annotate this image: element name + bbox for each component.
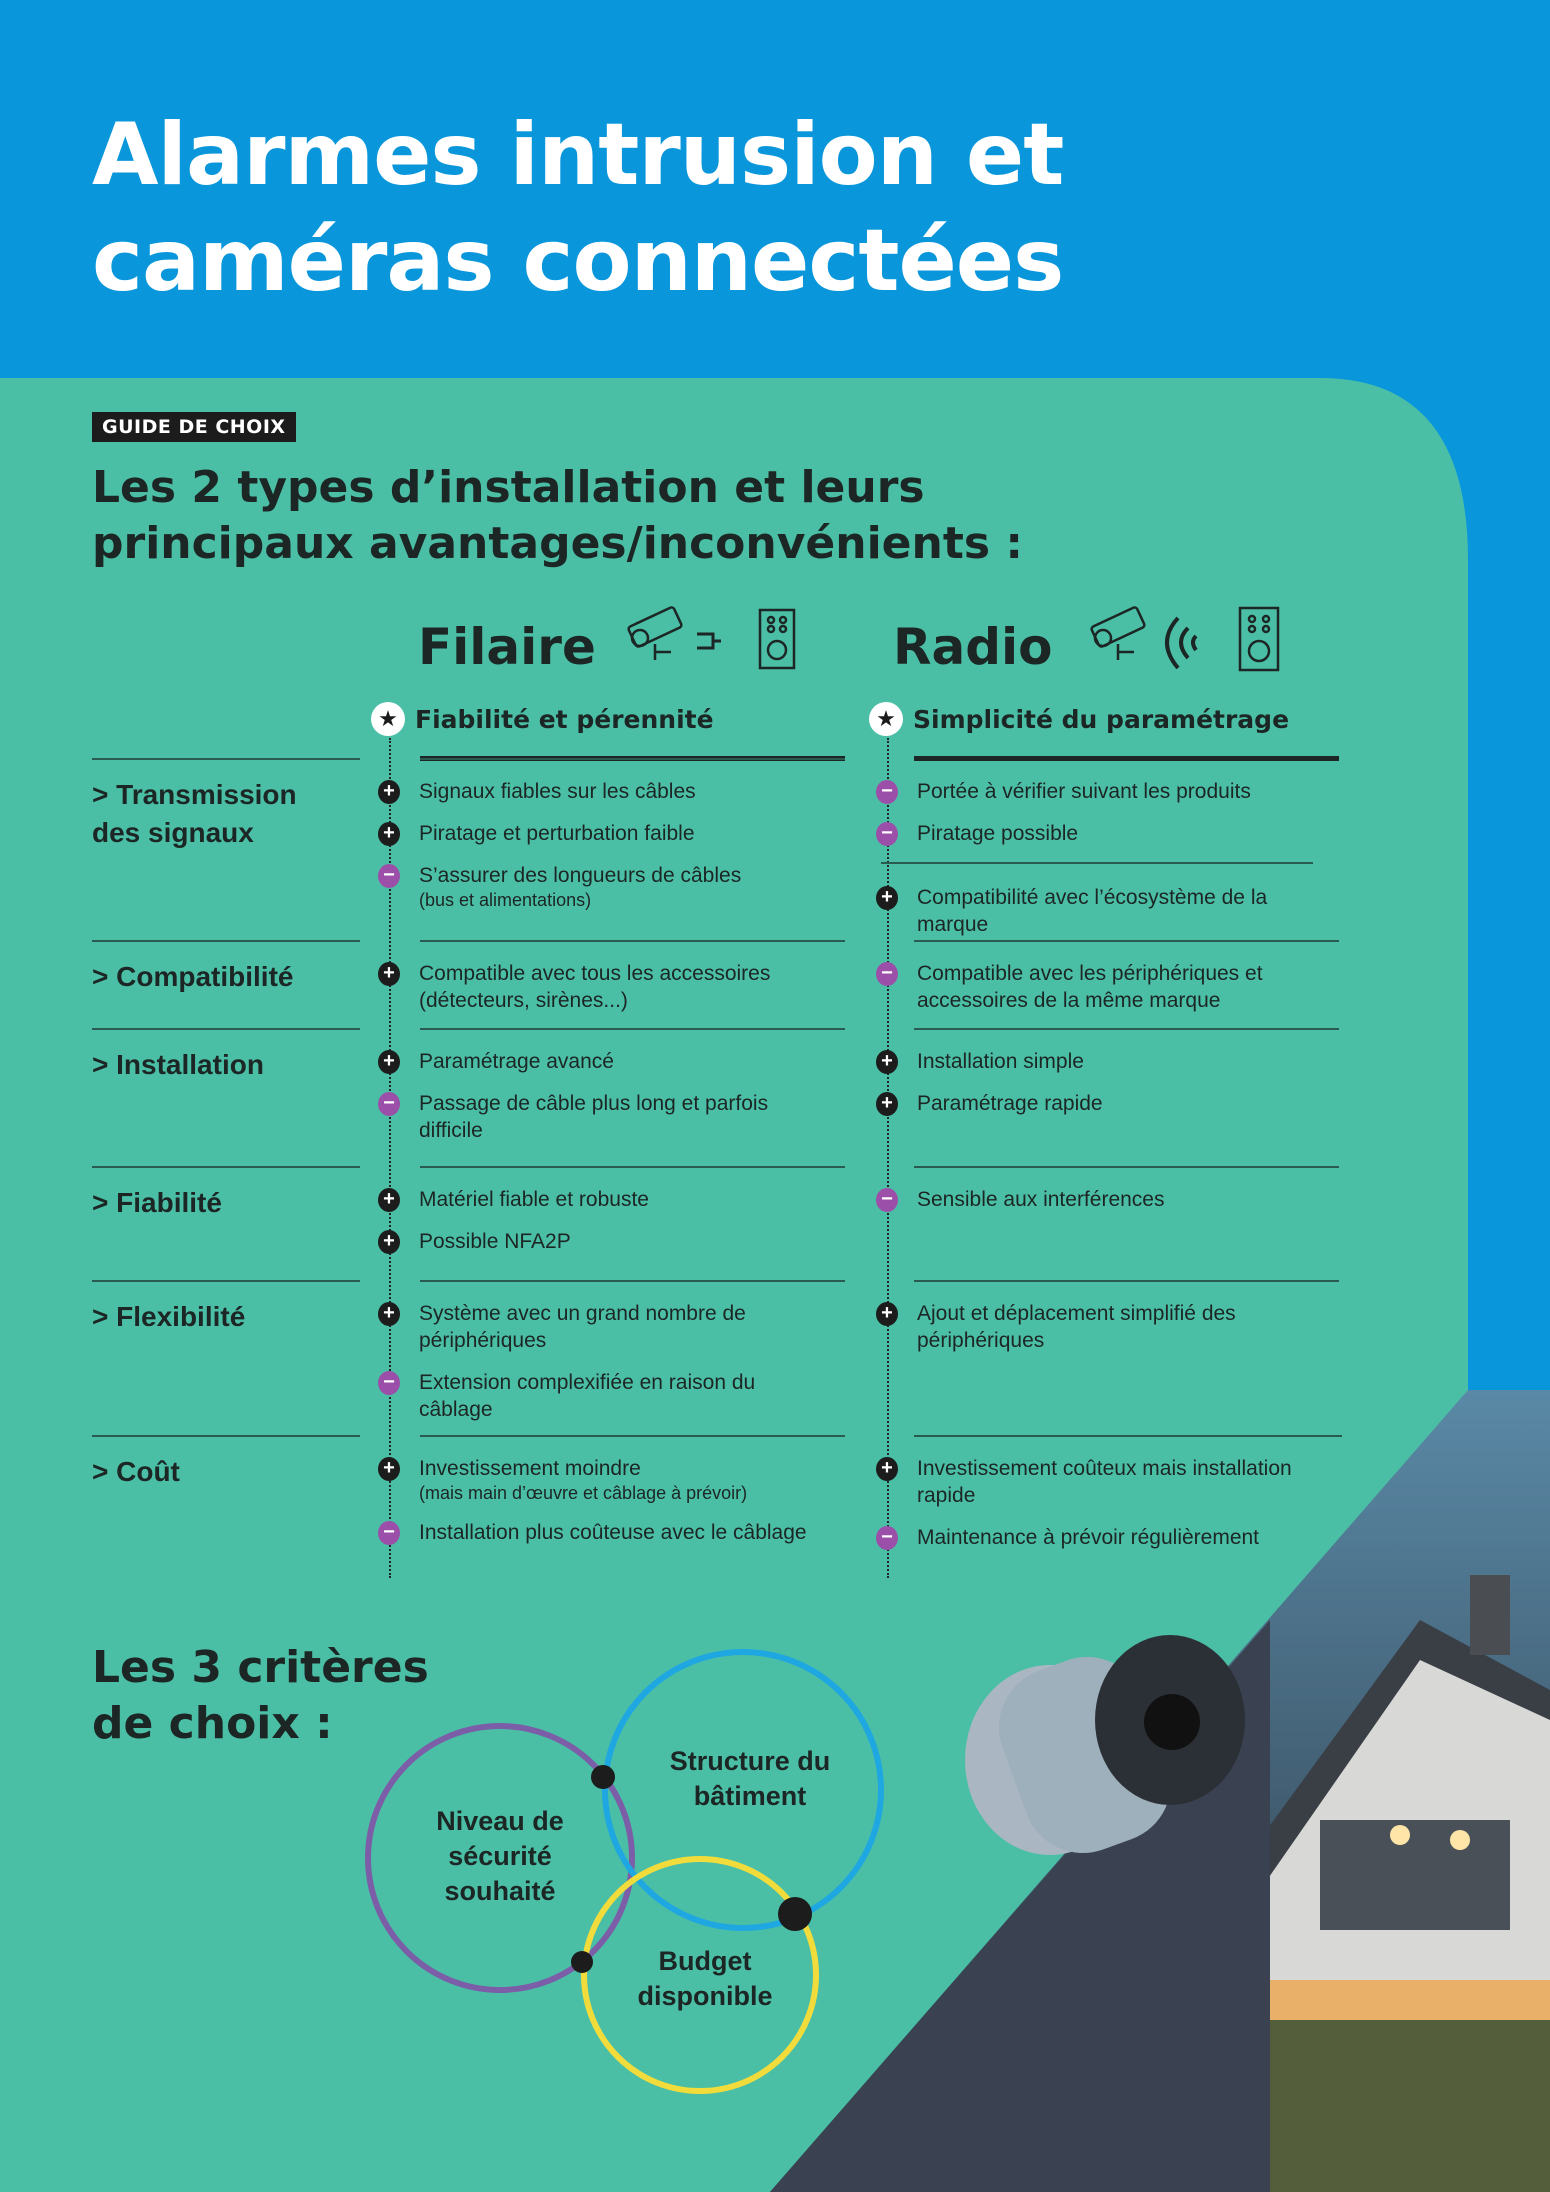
minus-icon: − [876, 1188, 898, 1212]
page-title [92, 102, 1063, 314]
drawback-item [881, 820, 1327, 847]
advantage-item [383, 960, 829, 1014]
row-divider [92, 1166, 360, 1168]
item-text: Piratage et perturbation faible [419, 822, 695, 845]
radio-subtitle-text: Simplicité du paramétrage [913, 704, 1290, 734]
filaire-column [383, 1048, 829, 1159]
minus-icon: − [378, 1092, 400, 1116]
row-divider [881, 862, 1313, 864]
plus-icon: + [378, 822, 400, 846]
item-text: Matériel fiable et robuste [419, 1188, 649, 1211]
advantage-item [881, 1048, 1327, 1075]
title-line-2: caméras connectées [92, 211, 1064, 311]
radio-column [881, 1186, 1327, 1228]
advantage-item [383, 1228, 829, 1255]
plus-icon: + [876, 1457, 898, 1481]
row-divider [420, 1435, 845, 1437]
advantage-item [383, 778, 829, 805]
item-text: Maintenance à prévoir régulièrement [917, 1526, 1260, 1549]
minus-icon: − [876, 822, 898, 846]
item-text: Paramétrage rapide [917, 1092, 1103, 1115]
criteria-title [92, 1640, 429, 1752]
drawback-item [881, 960, 1327, 1014]
radio-column [881, 1048, 1327, 1132]
minus-icon: − [378, 864, 400, 888]
subtitle-line-2: principaux avantages/inconvénients : [92, 518, 1023, 569]
row-divider [420, 940, 845, 942]
row-label: > Transmission des signaux [92, 779, 297, 848]
advantage-item [383, 820, 829, 847]
filaire-subtitle [371, 702, 714, 736]
radio-column [881, 960, 1327, 1029]
item-text: Sensible aux interférences [917, 1188, 1165, 1211]
row-divider [914, 940, 1339, 942]
advantage-item [383, 1455, 829, 1504]
subtitle-line-1: Les 2 types d’installation et leurs [92, 462, 925, 513]
star-icon: ★ [869, 702, 903, 736]
item-text: Paramétrage avancé [419, 1050, 614, 1073]
row-divider [914, 1028, 1339, 1030]
plus-icon: + [378, 1302, 400, 1326]
radio-heading: Radio [893, 618, 1053, 676]
alarm-panel-icon [1240, 608, 1278, 670]
radio-subtitle [869, 702, 1289, 736]
item-text: Installation plus coûteuse avec le câblage [419, 1521, 807, 1544]
star-icon: ★ [371, 702, 405, 736]
plus-icon: + [378, 1188, 400, 1212]
drawback-item [881, 778, 1327, 805]
row-divider [420, 1166, 845, 1168]
camera-icon [1091, 606, 1146, 660]
plus-icon: + [378, 1457, 400, 1481]
filaire-column [383, 960, 829, 1029]
item-text: Passage de câble plus long et parfois difficile [419, 1092, 769, 1142]
item-text: Extension complexifiée en raison du câblage [419, 1371, 756, 1421]
item-text: Compatible avec tous les accessoires (détecteurs, sirènes...) [419, 962, 771, 1012]
item-text: Compatible avec les périphériques et accessoires de la même marque [917, 962, 1263, 1012]
row-divider [420, 1280, 845, 1282]
drawback-item [881, 1186, 1327, 1213]
row-divider [914, 1280, 1339, 1282]
filaire-column [383, 778, 829, 926]
plus-icon: + [876, 1050, 898, 1074]
row-label: > Compatibilité [92, 961, 294, 992]
row-divider [92, 758, 360, 760]
table-row [0, 1166, 1550, 1280]
item-text: Ajout et déplacement simplifié des périphériques [917, 1302, 1236, 1352]
table-row [0, 1280, 1550, 1435]
item-text: Investissement coûteux mais installation rapide [917, 1457, 1292, 1507]
row-divider [420, 1028, 845, 1030]
plus-icon: + [876, 1302, 898, 1326]
row-divider [420, 758, 845, 760]
plus-icon: + [876, 886, 898, 910]
criterion-structure: Structure du bâtiment [669, 1746, 831, 1811]
drawback-item [383, 862, 829, 911]
radio-column [881, 1300, 1327, 1369]
item-text: Investissement moindre [419, 1457, 641, 1480]
filaire-column [383, 1300, 829, 1438]
filaire-icons [625, 604, 805, 674]
advantage-item [383, 1048, 829, 1075]
item-text: Piratage possible [917, 822, 1079, 845]
drawback-item [383, 1369, 829, 1423]
guide-badge: GUIDE DE CHOIX [92, 412, 296, 442]
item-text: Portée à vérifier suivant les produits [917, 780, 1251, 803]
row-divider [914, 1435, 1342, 1437]
item-text: Compatibilité avec l’écosystème de la marque [917, 886, 1268, 936]
filaire-column [383, 1455, 829, 1561]
criteria-title-line-1: Les 3 critères [92, 1642, 429, 1693]
plus-icon: + [378, 780, 400, 804]
drawback-item [383, 1519, 829, 1546]
item-text: S’assurer des longueurs de câbles [419, 864, 742, 887]
table-row [0, 940, 1550, 1028]
plus-icon: + [876, 1092, 898, 1116]
wireless-icon [1167, 618, 1196, 668]
radio-column [881, 1455, 1327, 1566]
row-divider [914, 1166, 1339, 1168]
advantage-item [881, 884, 1327, 938]
minus-icon: − [378, 1371, 400, 1395]
advantage-item [383, 1300, 829, 1354]
minus-icon: − [378, 1521, 400, 1545]
radio-column [881, 778, 1327, 953]
plus-icon: + [378, 1230, 400, 1254]
camera-icon [628, 606, 683, 660]
alarm-panel-icon [760, 610, 794, 668]
row-divider [92, 940, 360, 942]
plus-icon: + [378, 1050, 400, 1074]
guide-subtitle [92, 460, 1023, 572]
advantage-item [383, 1186, 829, 1213]
filaire-subtitle-text: Fiabilité et pérennité [415, 704, 714, 734]
title-line-1: Alarmes intrusion et [92, 105, 1064, 205]
row-divider [92, 1280, 360, 1282]
row-divider [92, 1435, 360, 1437]
advantage-item [881, 1455, 1327, 1509]
drawback-item [383, 1090, 829, 1144]
minus-icon: − [876, 962, 898, 986]
row-label: > Fiabilité [92, 1187, 222, 1218]
table-row [0, 1435, 1550, 1585]
plug-icon [697, 634, 721, 648]
table-row [0, 758, 1550, 940]
plus-icon: + [378, 962, 400, 986]
row-label: > Flexibilité [92, 1301, 246, 1332]
item-text: Possible NFA2P [419, 1230, 571, 1253]
criteria-title-line-2: de choix : [92, 1698, 333, 1749]
item-text: Installation simple [917, 1050, 1084, 1073]
row-label: > Coût [92, 1456, 180, 1487]
item-text: Système avec un grand nombre de périphériques [419, 1302, 746, 1352]
drawback-item [881, 1524, 1327, 1551]
radio-icons [1088, 604, 1288, 674]
item-note: (bus et alimentations) [419, 890, 592, 910]
item-note: (mais main d’œuvre et câblage à prévoir) [419, 1483, 748, 1503]
advantage-item [881, 1300, 1327, 1354]
filaire-column [383, 1186, 829, 1270]
row-label: > Installation [92, 1049, 264, 1080]
advantage-item [881, 1090, 1327, 1117]
table-row [0, 1028, 1550, 1166]
minus-icon: − [876, 1526, 898, 1550]
filaire-heading: Filaire [418, 618, 596, 676]
item-text: Signaux fiables sur les câbles [419, 780, 696, 803]
criterion-budget: Budget disponible [637, 1946, 773, 2011]
criterion-security: Niveau de sécurité souhaité [436, 1806, 564, 1906]
row-divider [92, 1028, 360, 1030]
minus-icon: − [876, 780, 898, 804]
